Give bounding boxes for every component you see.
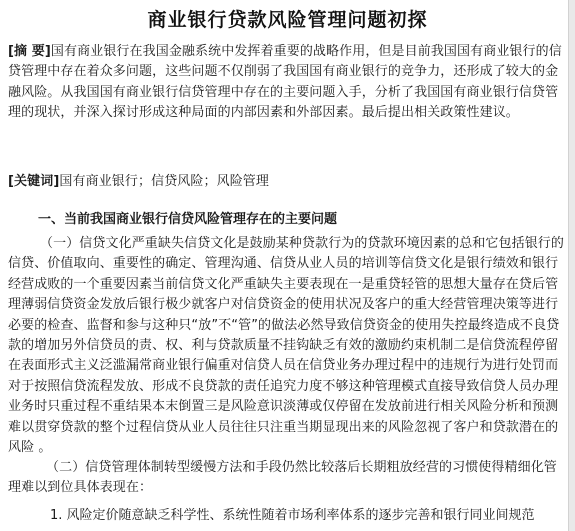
abstract-label: [摘 要] xyxy=(8,44,51,59)
keywords-text: 国有商业银行；信贷风险；风险管理 xyxy=(59,174,269,189)
document-title: 商业银行贷款风险管理问题初探 xyxy=(147,9,428,31)
vertical-scrollbar[interactable] xyxy=(568,0,575,531)
keywords-paragraph xyxy=(8,172,564,192)
body-paragraph-credit-culture: （一）信贷文化严重缺失信贷文化是鼓励某种贷款行为的贷款环境因素的总和它包括银行的信贷、价值取向、重要性的确定、管理沟通、信贷从业人员的培训等信贷文化是银行绩效和银行经营成败的一个重要因素当前信贷文化严重缺失主要表现在一是重贷轻管的思想大量存在贷后管理薄弱信贷资金发放后银行极少就客户对信贷资金的使用状况及客户的重大经营管理决策等进行必要的检查、监督和参与这种只“放”不“管”的做法必然导致信贷资金的使用失控最终造成不良贷款的增加另外信贷员的责、权、利与贷款质量不挂钩缺乏有效的激励约束机制二是信贷流程停留在表面形式主义泛滥漏常商业银行偏重对信贷人员在信贷业务办理过程中的违规行为进行处罚而对于按照信贷流程发放、形成不良贷款的责任追究力度不够这种管理模式直接导致信贷人员办理业务时只重过程不重结果本末倒置三是风险意识淡薄或仅停留在发放前进行相关风险分析和预测难以贯穿贷款的整个过程信贷从业人员往往只注重当期显现出来的风险忽视了客户和贷款潜在的风险 。 xyxy=(8,236,565,456)
abstract-text: 国有商业银行在我国金融系统中发挥着重要的战略作用，但是目前我国国有商业银行的信贷管理中存在着众多问题，这些问题不仅削弱了我国国有商业银行的竞争力，还形成了较大的金融风险。从我国国有商业银行信贷管理中存在的主要问题入手，分析了我国国有商业银行信贷管理的现状，并深入探讨形成这种局面的内部因素和外部因素。最后提出相关政策性建议。 xyxy=(8,44,562,121)
list-item-risk-pricing: 1. 风险定价随意缺乏科学性、系统性随着市场利率体系的逐步完善和银行同业间规范 xyxy=(50,508,535,523)
section-heading: 一、当前我国商业银行信贷风险管理存在的主要问题 xyxy=(38,212,338,227)
abstract-paragraph xyxy=(8,42,564,124)
keywords-label: [关键词] xyxy=(8,174,60,189)
body-paragraph-credit-system: （二）信贷管理体制转型缓慢方法和手段仍然比较落后长期粗放经营的习惯使得精细化管理难以到位具体表现在： xyxy=(8,460,557,496)
